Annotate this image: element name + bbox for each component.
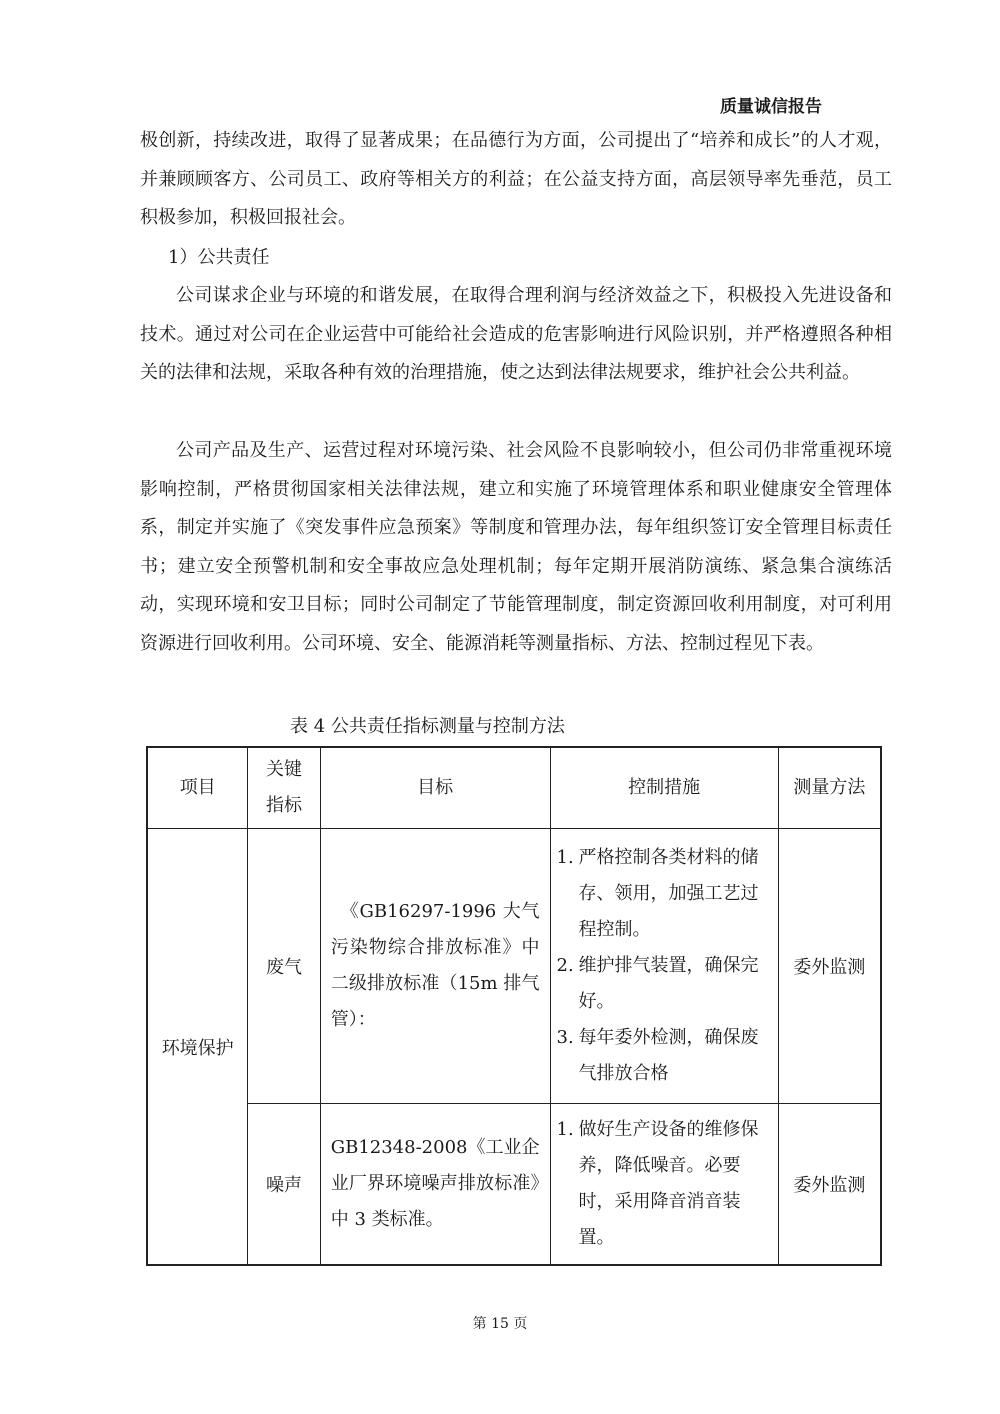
control-item <box>557 1112 772 1256</box>
control-number: 1. <box>556 847 574 868</box>
control-number: 2. <box>556 955 574 976</box>
control-number: 3. <box>556 1027 574 1048</box>
table-header-row <box>147 747 881 829</box>
header-target: 目标 <box>320 747 550 829</box>
control-cell <box>550 829 778 1104</box>
paragraph-3: 公司产品及生产、运营过程对环境污染、社会风险不良影响较小，但公司仍非常重视环境影响控制，严格贯彻国家相关法律法规，建立和实施了环境管理体系和职业健康安全管理体系，制定并实施了《突发事件应急预案》等制度和管理办法，每年组织签订安全管理目标责任书；建立安全预警机制和安全事故应急处理机制；每年定期开展消防演练、紧急集合演练活动，实现环境和安卫目标；同时公司制定了节能管理制度，制定资源回收利用制度，对可利用资源进行回收利用。公司环境、安全、能源消耗等测量指标、方法、控制过程见下表。 <box>140 440 892 654</box>
indicator-cell: 噪声 <box>248 1104 320 1266</box>
header-indicator-line2: 指标 <box>266 795 303 816</box>
group-cell: 环境保护 <box>147 829 248 1266</box>
report-title: 质量诚信报告 <box>720 97 822 117</box>
control-number: 1. <box>556 1119 574 1140</box>
control-text: 每年委外检测，确保废气排放合格 <box>578 1027 759 1084</box>
paragraph-2: 公司谋求企业与环境的和谐发展，在取得合理利润与经济效益之下，积极投入先进设备和技术。通过对公司在企业运营中可能给社会造成的危害影响进行风险识别，并严格遵照各种相关的法律和法规，采取各种有效的治理措施，使之达到法律法规要求，维护社会公共利益。 <box>140 285 892 383</box>
control-item <box>557 1020 772 1092</box>
control-text: 严格控制各类材料的储存、领用，加强工艺过程控制。 <box>578 847 759 940</box>
public-responsibility-table <box>146 746 882 1266</box>
control-item <box>557 948 772 1020</box>
paragraph-1: 极创新，持续改进，取得了显著成果；在品德行为方面，公司提出了“培养和成长”的人才观，并兼顾顾客方、公司员工、政府等相关方的利益；在公益支持方面，高层领导率先垂范，员工积极参加，积极回报社会。 <box>140 130 892 228</box>
control-cell <box>550 1104 778 1266</box>
table-row <box>147 829 881 1104</box>
table-row <box>147 1104 881 1266</box>
table-caption: 表 4 公共责任指标测量与控制方法 <box>290 716 565 737</box>
method-cell: 委外监测 <box>778 829 881 1104</box>
target-cell: GB12348-2008《工业企业厂界环境噪声排放标准》中 3 类标准。 <box>320 1104 550 1266</box>
header-item: 项目 <box>147 747 248 829</box>
header-control: 控制措施 <box>550 747 778 829</box>
method-cell: 委外监测 <box>778 1104 881 1266</box>
header-indicator <box>248 747 320 829</box>
control-item <box>557 840 772 948</box>
page-number: 第 15 页 <box>472 1316 528 1332</box>
header-indicator-line1: 关键 <box>266 759 303 780</box>
indicator-cell: 废气 <box>248 829 320 1104</box>
section-heading: 1）公共责任 <box>168 247 270 268</box>
target-cell: 《GB16297-1996 大气污染物综合排放标准》中二级排放标准（15m 排气管）： <box>320 829 550 1104</box>
control-text: 维护排气装置，确保完好。 <box>578 955 759 1012</box>
control-text: 做好生产设备的维修保养，降低噪音。必要时，采用降音消音装置。 <box>578 1119 759 1248</box>
header-method: 测量方法 <box>778 747 881 829</box>
